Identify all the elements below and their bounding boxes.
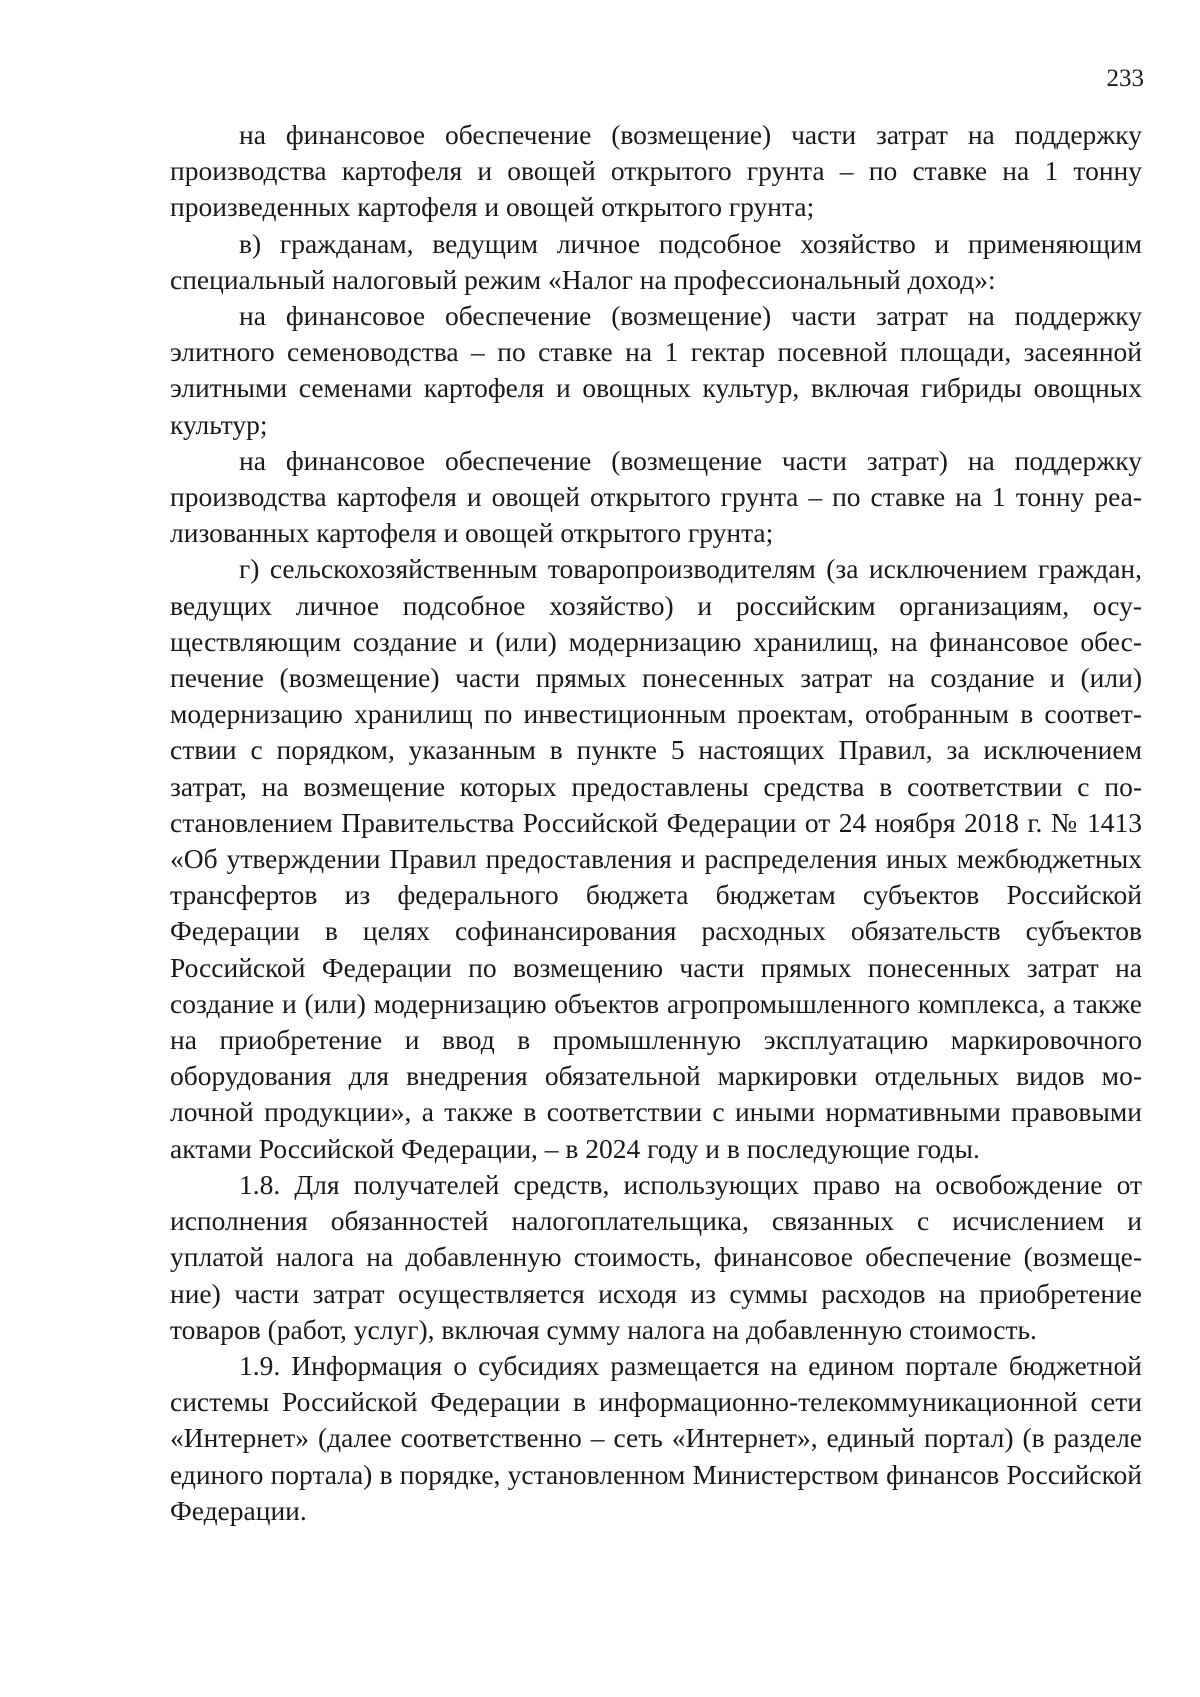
- paragraph-clause-1-8: 1.8. Для получателей средств, использующих право на освобождение от исполнения обязанностей налогоплательщика, связанных с исчислением и уплатой налога на добавленную стоимость, финансовое обеспечение (возмещение) части затрат осуществляется исходя из суммы расходов на приобретение товаров (работ, услуг), включая сумму налога на добавленную стоимость.: [170, 1168, 1142, 1345]
- page-number: 233: [1106, 65, 1144, 92]
- paragraph-clause-1-9: 1.9. Информация о субсидиях размещается на едином портале бюджетной системы Российской Федерации в информационно-телекоммуникационной сети «Интернет» (далее соответственно – сеть «Интернет», единый портал) (в разделе единого портала) в порядке, установленном Министерством финансов Российской Федерации.: [170, 1349, 1142, 1526]
- paragraph-item-g-storage-facilities: г) сельскохозяйственным товаропроизводителям (за исключением граждан, ведущих личное подсобное хозяйство) и российским организациям, осуществляющим создание и (или) модернизацию хранилищ, на финансовое обеспечение (возмещение) части прямых понесенных затрат на создание и (или) модернизацию хранилищ по инвестиционным проектам, отобранным в соответствии с порядком, указанным в пункте 5 настоящих Правил, за исключением затрат, на возмещение которых предоставлены средства в соответствии с постановлением Правительства Российской Федерации от 24 ноября 2018 г. № 1413 «Об утверждении Правил предоставления и распределения иных межбюджетных трансфертов из федерального бюджета бюджетам субъектов Российской Федерации в целях софинансирования расходных обязательств субъектов Российской Федерации по возмещению части прямых понесенных затрат на создание и (или) модернизацию объектов агропромышленного комплекса, а также на приобретение и ввод в промышленную эксплуатацию маркировочного оборудования для внедрения обязательной маркировки отдельных видов молочной продукции», а также в соответствии с иными нормативными правовыми актами Российской Федерации, – в 2024 году и в последующие годы.: [170, 553, 1142, 1164]
- paragraph-elite-seed-production: на финансовое обеспечение (возмещение) части затрат на поддержку элитного семеноводства – по ставке на 1 гектар посевной площади, засеянной элитными семенами картофеля и овощных культур, включая гибриды овощных культур;: [170, 300, 1142, 440]
- document-body: [170, 117, 1142, 1529]
- paragraph-item-v-citizens: в) гражданам, ведущим личное подсобное хозяйство и применяющим специальный налоговый режим «Налог на профессиональный доход»:: [170, 227, 1142, 295]
- paragraph-support-vegetables-open-ground: на финансовое обеспечение (возмещение) части затрат на поддержку производства картофеля и овощей открытого грунта – по ставке на 1 тонну произведенных картофеля и овощей открытого грунта;: [170, 119, 1142, 223]
- paragraph-support-sold-vegetables: на финансовое обеспечение (возмещение части затрат) на поддержку производства картофеля и овощей открытого грунта – по ставке на 1 тонну реализованных картофеля и овощей открытого грунта;: [170, 444, 1142, 549]
